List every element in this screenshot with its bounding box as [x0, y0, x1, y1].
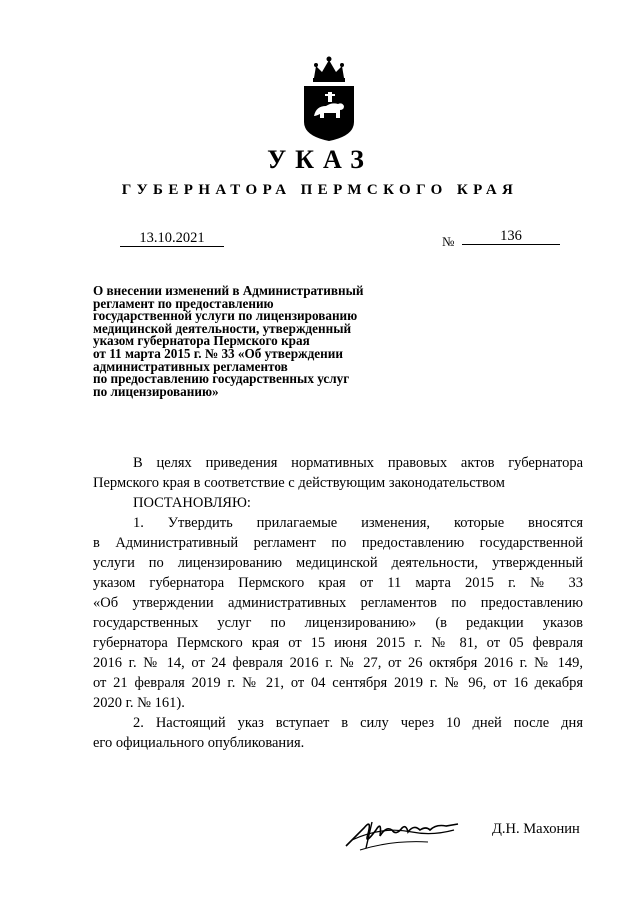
decree-heading	[93, 285, 423, 398]
item1-line: губернатора Пермского края от 15 июня 2015 г. № 81, от 05 февраля	[93, 635, 583, 651]
heading-line: регламент по предоставлению	[93, 295, 274, 311]
heading-line: указом губернатора Пермского края	[93, 333, 310, 349]
heading-line: от 11 марта 2015 г. № 33 «Об утверждении	[93, 345, 343, 361]
decree-word: ПОСТАНОВЛЯЮ:	[133, 495, 251, 511]
item1-line: государственных услуг по лицензированию» (в редакции указов	[93, 615, 583, 631]
signature-icon	[342, 806, 462, 854]
item1-line: 2016 г. № 14, от 24 февраля 2016 г. № 27, от 26 октября 2016 г. № 149,	[93, 655, 583, 671]
item1-line: от 21 февраля 2019 г. № 21, от 04 сентября 2019 г. № 96, от 16 декабря	[93, 675, 583, 691]
item2-line: его официального опубликования.	[93, 735, 305, 751]
document-title: УКАЗ	[267, 145, 373, 174]
coat-of-arms-icon	[298, 56, 360, 142]
item1-line: указом губернатора Пермского края от 11 марта 2015 г. № 33	[93, 575, 583, 591]
preamble-line: Пермского края в соответствие с действующим законодательством	[93, 475, 505, 491]
item1-line: 2020 г. № 161).	[93, 695, 185, 711]
decree-date: 13.10.2021	[120, 230, 224, 247]
item1-line: услуги по лицензированию медицинской деятельности, утвержденный	[93, 555, 583, 571]
preamble-line: В целях приведения нормативных правовых актов губернатора	[133, 455, 583, 471]
decree-body	[93, 453, 583, 753]
signer-name: Д.Н. Махонин	[492, 821, 580, 837]
item1-line: «Об утверждении административных регламентов по предоставлению	[93, 595, 583, 611]
item2-line: 2. Настоящий указ вступает в силу через 10 дней после дня	[133, 715, 583, 731]
heading-line: государственной услуги по лицензированию	[93, 308, 358, 324]
heading-line: по лицензированию»	[93, 383, 219, 399]
heading-line: административных регламентов	[93, 358, 288, 374]
heading-line: О внесении изменений в Административный	[93, 283, 364, 298]
document-subtitle: ГУБЕРНАТОРА ПЕРМСКОГО КРАЯ	[121, 182, 519, 198]
decree-number: 136	[462, 228, 560, 245]
item1-line: в Административный регламент по предоставлению государственной	[93, 535, 583, 551]
number-sign: №	[442, 234, 455, 249]
heading-line: по предоставлению государственных услуг	[93, 371, 350, 387]
item1-line: 1. Утвердить прилагаемые изменения, которые вносятся	[133, 515, 583, 531]
heading-line: медицинской деятельности, утвержденный	[93, 320, 352, 336]
